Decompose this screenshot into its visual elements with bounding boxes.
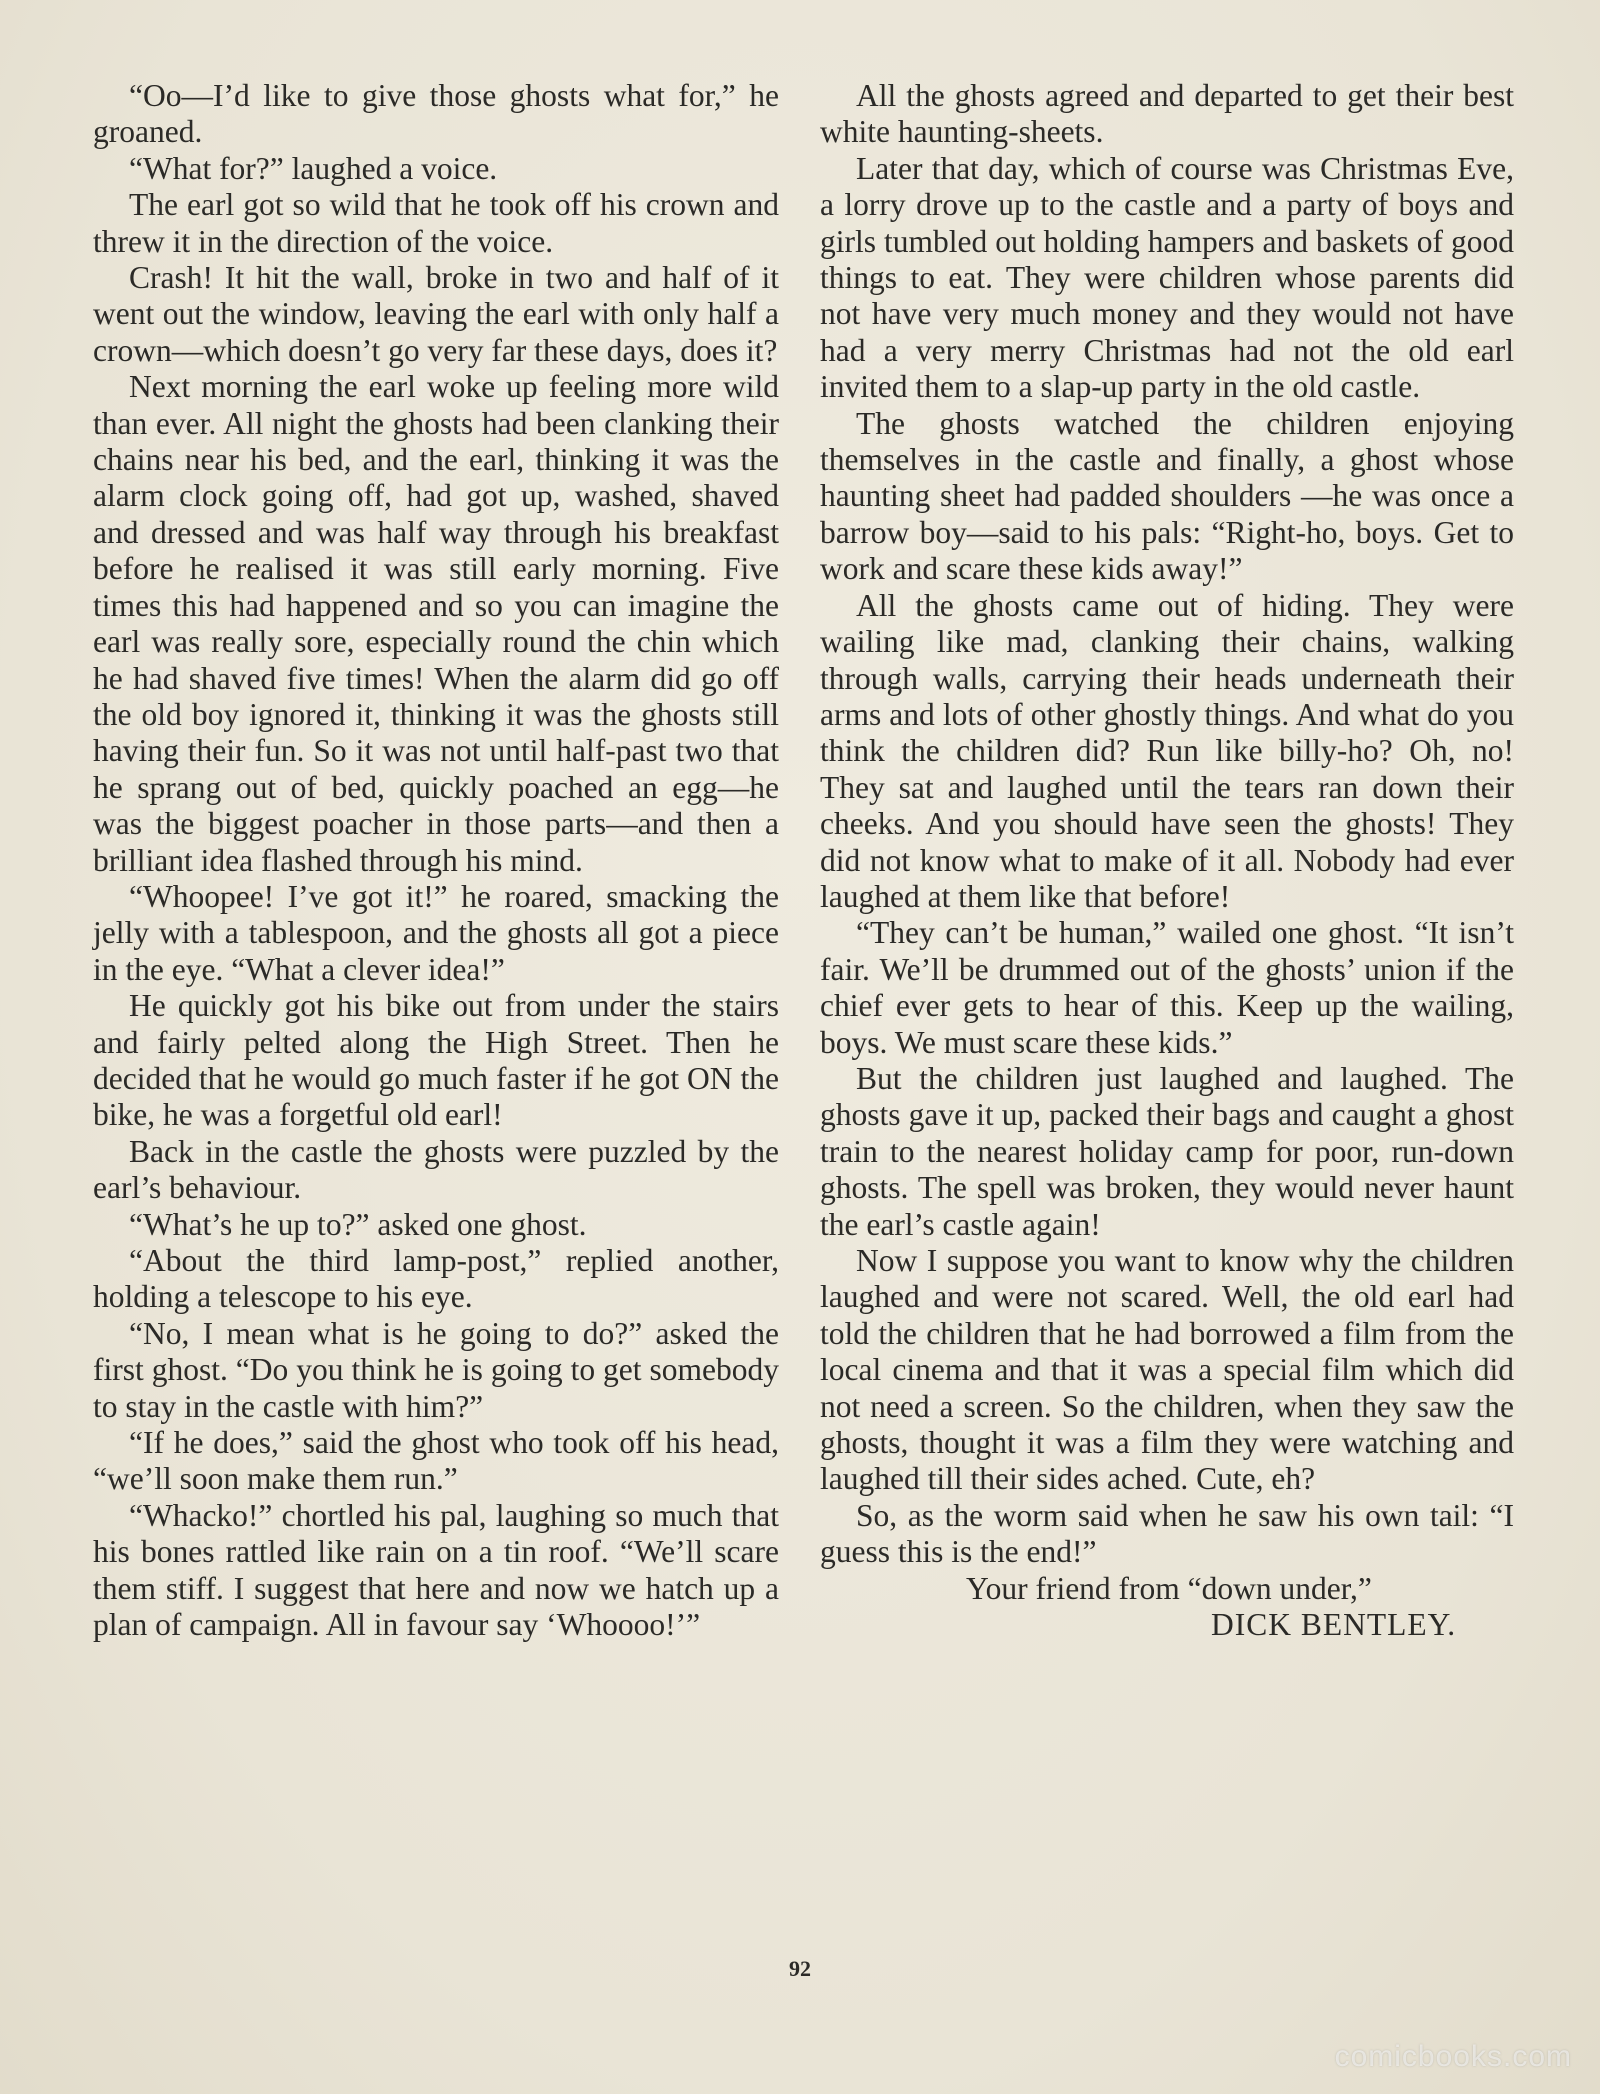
- paragraph: But the children just laughed and laughed. The ghosts gave it up, packed their bags and caught a ghost train to the nearest holiday camp for poor, run-down ghosts. The spell was broken, they would never haunt the earl’s castle again!: [820, 1060, 1514, 1242]
- paragraph: “If he does,” said the ghost who took off his head, “we’ll soon make them run.”: [93, 1425, 779, 1497]
- paragraph: All the ghosts agreed and departed to get their best white haunting-sheets.: [820, 78, 1514, 150]
- paragraph: “No, I mean what is he going to do?” asked the first ghost. “Do you think he is going to get somebody to stay in the castle with him?”: [93, 1315, 779, 1424]
- paragraph: “What for?” laughed a voice.: [129, 150, 498, 186]
- left-text-column: [93, 78, 779, 1643]
- signoff-greeting: Your friend from “down under,”: [966, 1570, 1372, 1606]
- paragraph: The earl got so wild that he took off his crown and threw it in the direction of the voice.: [93, 187, 779, 259]
- paragraph: Now I suppose you want to know why the children laughed and were not scared. Well, the old earl had told the children that he had borrowed a film from the local cinema and that it was a special film which did not need a screen. So the children, when they saw the ghosts, thought it was a film they were watching and laughed till their sides ached. Cute, eh?: [820, 1243, 1514, 1497]
- paragraph: The ghosts watched the children enjoying themselves in the castle and finally, a ghost whose haunting sheet had padded shoulders —he was once a barrow boy—said to his pals: “Right-ho, boys. Get to work and scare these kids away!”: [820, 405, 1514, 587]
- paragraph: He quickly got his bike out from under the stairs and fairly pelted along the High Street. Then he decided that he would go much faster if he got ON the bike, he was a forgetful old earl!: [93, 988, 779, 1133]
- paragraph: Crash! It hit the wall, broke in two and half of it went out the window, leaving the earl with only half a crown—which doesn’t go very far these days, does it?: [93, 260, 779, 368]
- paragraph: “About the third lamp-post,” replied another, holding a telescope to his eye.: [93, 1243, 779, 1315]
- paragraph: “Whacko!” chortled his pal, laughing so much that his bones rattled like rain on a tin roof. “We’ll scare them stiff. I suggest that here and now we hatch up a plan of campaign. All in favour say ‘Whoooo!’”: [93, 1497, 779, 1643]
- paragraph: “Oo—I’d like to give those ghosts what for,” he groaned.: [93, 78, 779, 150]
- paragraph: “They can’t be human,” wailed one ghost. “It isn’t fair. We’ll be drummed out of the ghosts’ union if the chief ever gets to hear of this. Keep up the wailing, boys. We must scare these kids.”: [820, 915, 1514, 1060]
- right-text-column: [820, 78, 1514, 1643]
- page-number: 92: [789, 1956, 811, 1981]
- paragraph: Back in the castle the ghosts were puzzled by the earl’s behaviour.: [93, 1133, 779, 1206]
- paragraph: So, as the worm said when he saw his own tail: “I guess this is the end!”: [820, 1497, 1514, 1570]
- paragraph: Later that day, which of course was Christmas Eve, a lorry drove up to the castle and a party of boys and girls tumbled out holding hampers and baskets of good things to eat. They were children whose parents did not have very much money and they would not have had a very merry Christmas had not the old earl invited them to a slap-up party in the old castle.: [820, 150, 1514, 405]
- paragraph: Next morning the earl woke up feeling more wild than ever. All night the ghosts had been clanking their chains near his bed, and the earl, thinking it was the alarm clock going off, had got up, washed, shaved and dressed and was half way through his breakfast before he realised it was still early morning. Five times this had happened and so you can imagine the earl was really sore, especially round the chin which he had shaved five times! When the alarm did go off the old boy ignored it, thinking it was the ghosts still having their fun. So it was not until half-past two that he sprang out of bed, quickly poached an egg—he was the biggest poacher in those parts—and then a brilliant idea flashed through his mind.: [93, 369, 779, 878]
- paragraph: All the ghosts came out of hiding. They were wailing like mad, clanking their chains, walking through walls, carrying their heads underneath their arms and lots of other ghostly things. And what do you think the children did? Run like billy-ho? Oh, no! They sat and laughed until the tears ran down their cheeks. And you should have seen the ghosts! They did not know what to make of it all. Nobody had ever laughed at them like that before!: [820, 587, 1514, 914]
- paragraph: “Whoopee! I’ve got it!” he roared, smacking the jelly with a tablespoon, and the ghosts all got a piece in the eye. “What a clever idea!”: [93, 878, 779, 987]
- watermark: comicbooks.com: [1334, 2040, 1572, 2073]
- author-signature: DICK BENTLEY.: [1211, 1607, 1457, 1643]
- paragraph: “What’s he up to?” asked one ghost.: [129, 1206, 587, 1242]
